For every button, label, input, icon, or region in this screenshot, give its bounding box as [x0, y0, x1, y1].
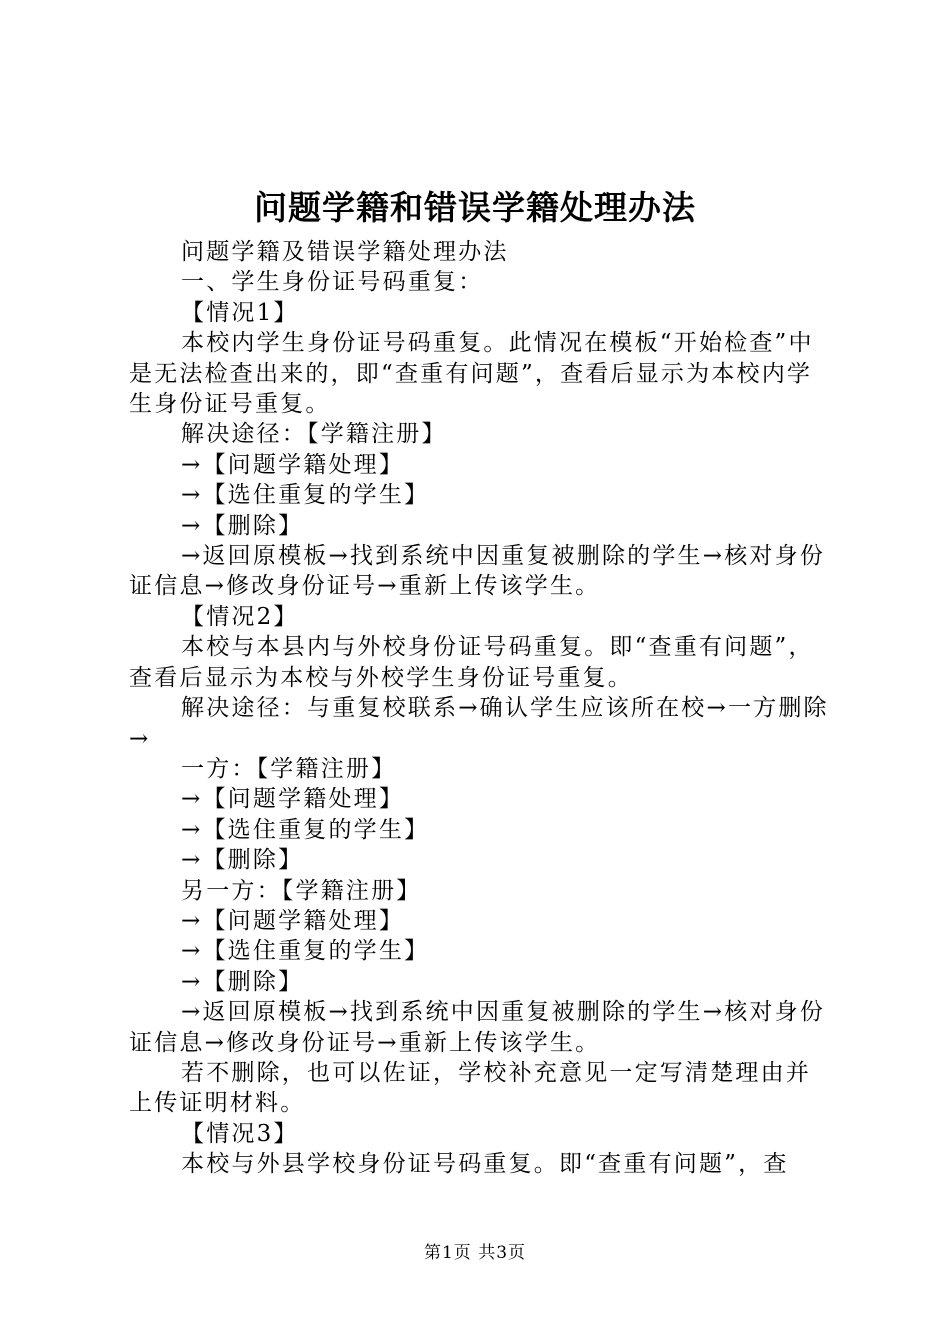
paragraph: →【选住重复的学生】 — [181, 938, 430, 965]
paragraph: 另一方：【学籍注册】 — [181, 877, 422, 904]
paragraph: 本校与本县内与外校身份证号码重复。即“查重有问题”，查看后显示为本校与外校学生身份证号重复。 — [129, 634, 814, 691]
paragraph: 解决途径：与重复校联系→确认学生应该所在校→一方删除→ — [129, 695, 829, 752]
paragraph: →【问题学籍处理】 — [181, 907, 405, 934]
paragraph: →【选住重复的学生】 — [181, 482, 430, 509]
paragraph: 本校与外县学校身份证号码重复。即“查重有问题”，查 — [181, 1151, 789, 1178]
paragraph: →返回原模板→找到系统中因重复被删除的学生→核对身份证信息→修改身份证号→重新上传该学生。 — [129, 543, 826, 600]
paragraph: →【删除】 — [181, 968, 304, 995]
paragraph: 本校内学生身份证号码重复。此情况在模板“开始检查”中是无法检查出来的，即“查重有问题”，查看后显示为本校内学生身份证号重复。 — [129, 330, 814, 418]
paragraph: →【删除】 — [181, 847, 304, 874]
paragraph: 【情况2】 — [181, 603, 299, 630]
paragraph: →【问题学籍处理】 — [181, 451, 405, 478]
paragraph: 解决途径：【学籍注册】 — [181, 421, 447, 448]
paragraph: 一、学生身份证号码重复： — [181, 269, 484, 296]
page-footer: 第1页 共3页 — [423, 1243, 527, 1263]
document-body — [129, 237, 835, 1180]
paragraph: →【选住重复的学生】 — [181, 816, 430, 843]
paragraph: 【情况3】 — [181, 1120, 299, 1147]
paragraph: 若不删除，也可以佐证，学校补充意见一定写清楚理由并上传证明材料。 — [129, 1059, 811, 1117]
document-title: 问题学籍和错误学籍处理办法 — [254, 188, 696, 227]
paragraph: 【情况1】 — [181, 299, 299, 326]
paragraph: →【问题学籍处理】 — [181, 786, 405, 813]
paragraph: →返回原模板→找到系统中因重复被删除的学生→核对身份证信息→修改身份证号→重新上传该学生。 — [129, 999, 826, 1056]
paragraph: 一方：【学籍注册】 — [181, 755, 397, 782]
paragraph: →【删除】 — [181, 512, 304, 539]
paragraph: 问题学籍及错误学籍处理办法 — [181, 239, 509, 265]
